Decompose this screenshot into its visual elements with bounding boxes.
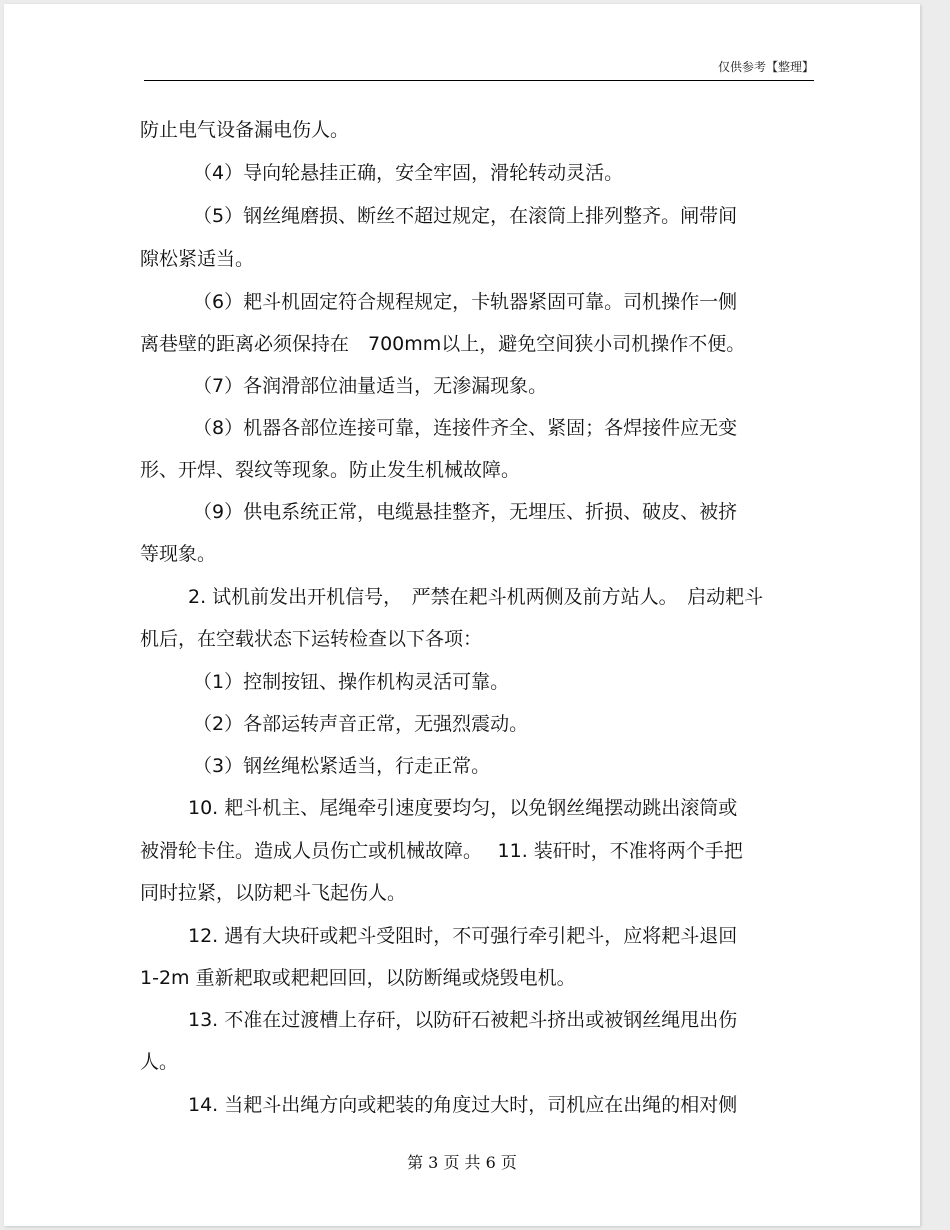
header-note: 仅供参考【整理】	[717, 60, 814, 74]
body-line: （4）导向轮悬挂正确，安全牢固，滑轮转动灵活。	[193, 162, 624, 184]
body-line: 机后，在空载状态下运转检查以下各项：	[140, 628, 483, 650]
body-line: 防止电气设备漏电伤人。	[140, 119, 350, 141]
body-line: 人。	[140, 1051, 179, 1073]
page-header	[144, 56, 814, 81]
body-line: （3）钢丝绳松紧适当，行走正常。	[193, 755, 491, 777]
body-line: 被滑轮卡住。造成人员伤亡或机械故障。 11. 装矸时，不准将两个手把	[140, 840, 743, 862]
body-line: （7）各润滑部位油量适当，无渗漏现象。	[193, 375, 548, 397]
body-line: 隙松紧适当。	[140, 248, 255, 270]
body-line: （9）供电系统正常，电缆悬挂整齐，无埋压、折损、破皮、被挤	[193, 501, 738, 523]
body-line: （2）各部运转声音正常，无强烈震动。	[193, 713, 529, 735]
body-line: 10. 耙斗机主、尾绳牵引速度要均匀，以免钢丝绳摆动跳出滚筒或	[188, 797, 738, 819]
body-line: （8）机器各部位连接可靠，连接件齐全、紧固；各焊接件应无变	[193, 417, 738, 439]
body-line: 同时拉紧，以防耙斗飞起伤人。	[140, 882, 407, 904]
page-number-footer: 第 3 页 共 6 页	[407, 1153, 517, 1172]
body-line: 等现象。	[140, 543, 217, 565]
body-line: 13. 不准在过渡槽上存矸，以防矸石被耙斗挤出或被钢丝绳甩出伤	[188, 1009, 738, 1031]
body-line: 2. 试机前发出开机信号， 严禁在耙斗机两侧及前方站人。 启动耙斗	[188, 586, 764, 608]
document-page	[4, 4, 920, 1226]
body-line: 14. 当耙斗出绳方向或耙装的角度过大时，司机应在出绳的相对侧	[188, 1094, 738, 1116]
body-line: （5）钢丝绳磨损、断丝不超过规定，在滚筒上排列整齐。闸带间	[193, 205, 738, 227]
body-line: 12. 遇有大块矸或耙斗受阻时，不可强行牵引耙斗，应将耙斗退回	[188, 925, 738, 947]
body-line: （6）耙斗机固定符合规程规定，卡轨器紧固可靠。司机操作一侧	[193, 291, 738, 313]
body-line: 形、开焊、裂纹等现象。防止发生机械故障。	[140, 459, 521, 481]
body-line: 离巷壁的距离必须保持在 700mm以上，避免空间狭小司机操作不便。	[140, 333, 746, 355]
body-line: 1-2m 重新耙取或耙耙回回，以防断绳或烧毁电机。	[140, 967, 576, 989]
body-line: （1）控制按钮、操作机构灵活可靠。	[193, 671, 510, 693]
